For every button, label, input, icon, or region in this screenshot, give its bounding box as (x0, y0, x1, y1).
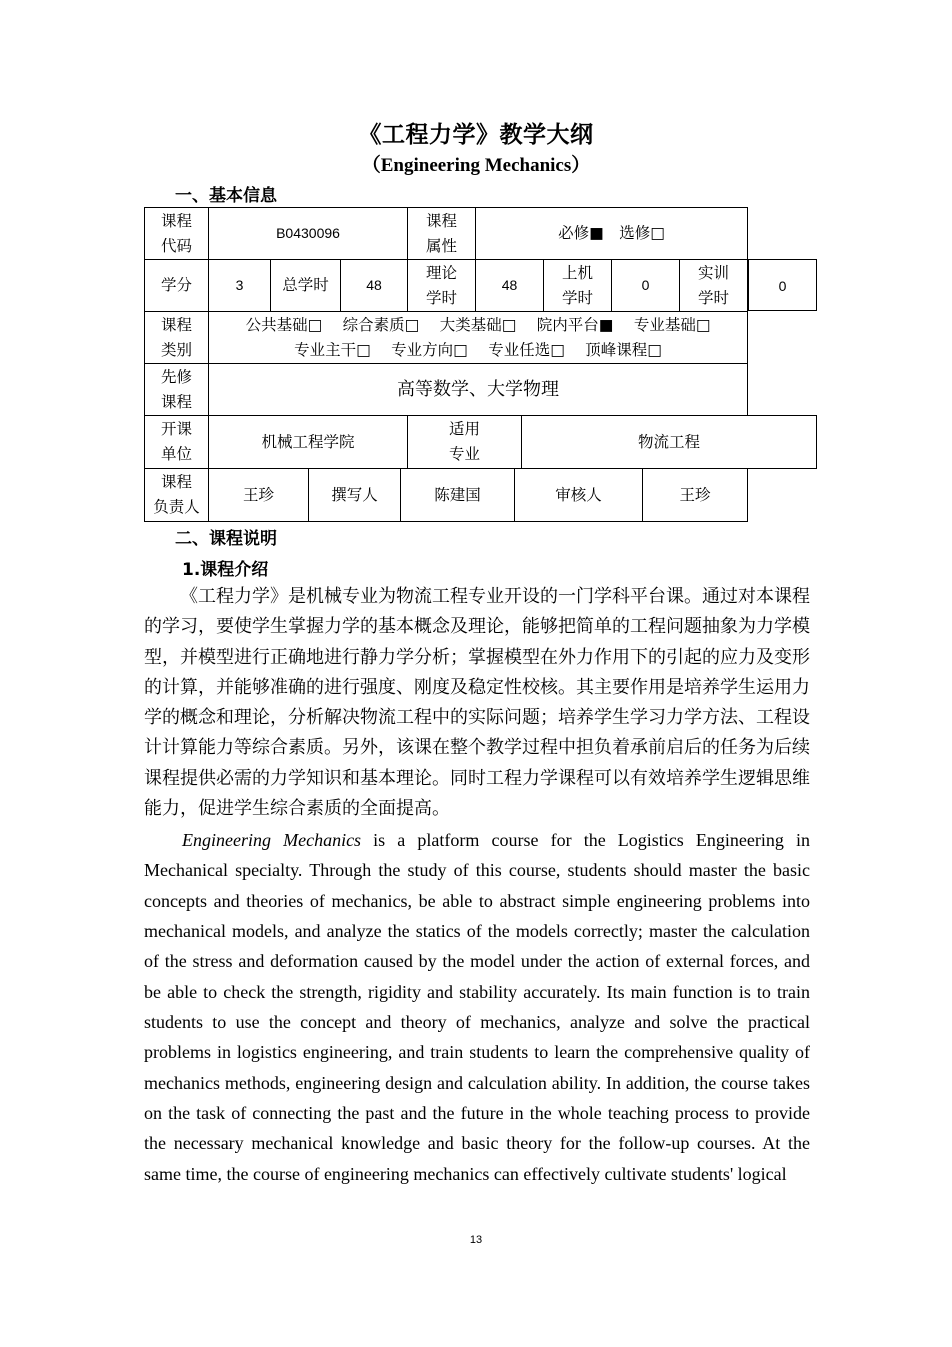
label-line: 专业 (449, 445, 481, 463)
total-hours-value: 48 (341, 260, 408, 312)
prereq-value: 高等数学、大学物理 (209, 364, 748, 416)
label-line: 学时 (698, 288, 730, 307)
computer-hours-label (544, 260, 612, 312)
theory-hours-label (408, 260, 476, 312)
table-row (145, 208, 817, 260)
basic-info-table (144, 207, 817, 522)
course-attr-value: 必修■ 选修□ (476, 208, 748, 260)
table-row (145, 416, 817, 469)
intro-en-paragraph (144, 825, 810, 1189)
label-line: 类别 (160, 340, 192, 359)
label-line: 学时 (426, 288, 458, 307)
credit-value: 3 (209, 260, 271, 312)
section-basic-info: 一、基本信息 (175, 186, 277, 206)
label-line: 代码 (160, 236, 192, 255)
section-course-desc: 二、课程说明 (175, 529, 277, 549)
label-line: 开课 (160, 420, 192, 438)
intro-cn-paragraph: 《工程力学》是机械专业为物流工程专业开设的一门学科平台课。通过对本课程的学习，要使学生掌握力学的基本概念及理论，能够把简单的工程问题抽象为力学模型，并模型进行正确地进行静力学分析；掌握模型在外力作用下的引起的应力及变形的计算，并能够准确的进行强度、刚度及稳定性校核。其主要作用是培养学生运用力学的概念和理论，分析解决物流工程中的实际问题；培养学生学习力学方法、工程设计计算能力等综合素质。另外，该课在整个教学过程中担负着承前启后的任务为后续课程提供必需的力学知识和基本理论。同时工程力学课程可以有效培养学生逻辑思维能力，促进学生综合素质的全面提高。 (144, 586, 810, 820)
reviewer-label: 审核人 (515, 469, 643, 521)
course-code: B0430096 (209, 208, 408, 260)
label-line: 负责人 (153, 498, 200, 516)
writer-label: 撰写人 (309, 469, 401, 521)
course-attr-label (408, 208, 476, 260)
label-line: 理论 (426, 263, 458, 282)
people-inner (209, 469, 747, 521)
label-line: 上机 (562, 263, 594, 282)
label-line: 课程 (160, 315, 192, 334)
label-line: 先修 (160, 367, 192, 386)
category-label (145, 312, 209, 364)
course-name-italic: Engineering Mechanics (182, 830, 362, 850)
label-line: 课程 (160, 392, 192, 411)
major-inner (408, 416, 816, 468)
major-cell (408, 416, 817, 469)
category-line-1: 公共基础□ 综合素质□ 大类基础□ 院内平台■ 专业基础□ (245, 315, 711, 334)
course-code-label (145, 208, 209, 260)
category-line-2: 专业主干□ 专业方向□ 专业任选□ 顶峰课程□ (294, 340, 662, 359)
label-line: 学时 (562, 288, 594, 307)
practice-hours-label (680, 260, 748, 312)
label-line: 实训 (698, 263, 730, 282)
reviewer-value: 王珍 (679, 485, 711, 504)
table-row (145, 260, 817, 312)
people-cell (209, 469, 748, 522)
label-line: 适用 (449, 420, 481, 438)
page-number: 13 (469, 1234, 483, 1246)
dept-label (145, 416, 209, 469)
label-line: 课程 (160, 473, 192, 491)
credit-label: 学分 (145, 260, 209, 312)
prereq-label (145, 364, 209, 416)
table-row (145, 364, 817, 416)
doc-subtitle: （Engineering Mechanics） (361, 155, 591, 176)
doc-title: 《工程力学》教学大纲 (358, 122, 594, 148)
major-value: 物流工程 (638, 432, 701, 451)
section-intro: 1.课程介绍 (182, 560, 269, 580)
theory-hours-value: 48 (476, 260, 544, 312)
category-options (209, 312, 748, 364)
label-line: 课程 (160, 211, 192, 230)
label-line: 课程 (426, 211, 458, 230)
total-hours-label: 总学时 (271, 260, 341, 312)
computer-hours-value: 0 (612, 260, 680, 312)
owner-label (145, 469, 209, 522)
table-row (145, 469, 817, 522)
dept-value: 机械工程学院 (209, 416, 408, 469)
owner-value: 王珍 (209, 469, 309, 521)
writer-value: 陈建国 (401, 469, 515, 521)
label-line: 属性 (426, 236, 458, 255)
major-label (408, 416, 522, 468)
table-row (145, 312, 817, 364)
practice-hours-value: 0 (748, 259, 817, 311)
label-line: 单位 (160, 445, 192, 463)
intro-en-text: is a platform course for the Logistics Engineering in Mechanical specialty. Through the study of this course, students should master the basic concepts and theories of mechanics, be able to abstract simple engineering problems into mechanical models, and analyze the statics of the models correctly; master the calculation of the stress and deformation caused by the model under the action of external forces, and be able to check the strength, rigidity and stability accurately. Its main function is to train students to use the concept and theory of mechanics, analyze and solve the practical problems in logistics engineering, and train students to learn the comprehensive quality of mechanics methods, engineering design and calculation ability. In addition, the course takes on the task of connecting the past and the future in the whole teaching process to provide the necessary mechanical knowledge and basic theory for the follow-up courses. At the same time, the course of engineering mechanics can effectively cultivate students' logical (144, 830, 810, 1184)
